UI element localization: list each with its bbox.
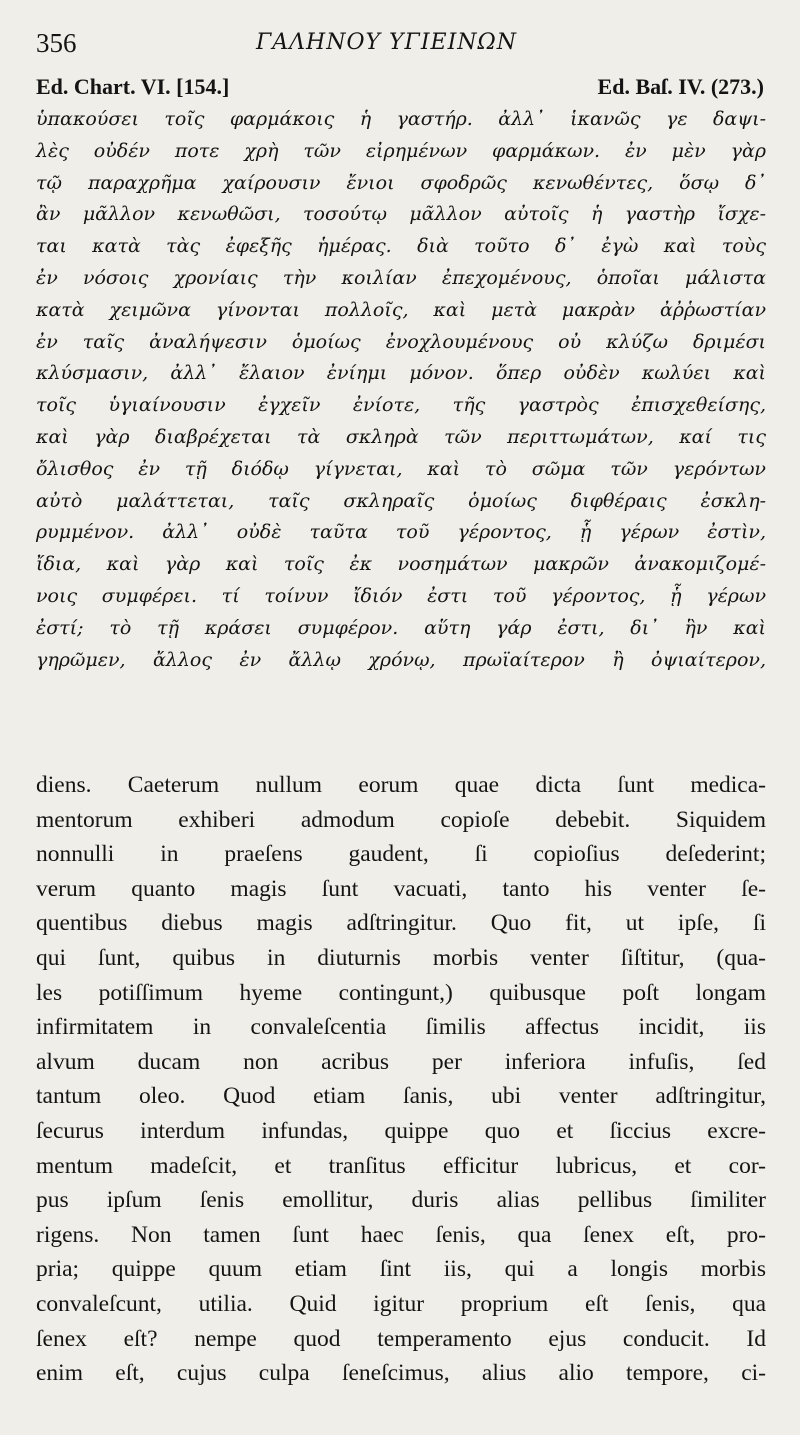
running-head xyxy=(36,28,764,64)
greek-text-line: αὐτὸ μαλάττεται, ταῖς σκληραῖς ὁμοίως διφθέραις ἐσκλη- xyxy=(36,489,766,512)
greek-text-line: γηρῶμεν, ἄλλος ἐν ἄλλῳ χρόνῳ, πρωϊαίτερον ἢ ὀψιαίτερον, xyxy=(36,648,766,671)
greek-text-line: ὄλισθος ἐν τῇ διόδῳ γίγνεται, καὶ τὸ σῶμα τῶν γερόντων xyxy=(36,457,766,480)
latin-text-line: infirmitatem in convaleſcentia ſimilis affectus incidit, iis xyxy=(36,1014,766,1041)
edition-chartier-reference: Ed. Chart. VI. [154.] xyxy=(36,74,230,99)
latin-text-line: ſenex eſt? nempe quod temperamento ejus conducit. Id xyxy=(36,1325,766,1352)
greek-text-line: νοις συμφέρει. τί τοίνυν ἴδιόν ἐστι τοῦ γέροντος, ᾗ γέρων xyxy=(36,584,766,607)
greek-text-line: λὲς οὐδέν ποτε χρὴ τῶν εἰρημένων φαρμάκων. ἐν μὲν γὰρ xyxy=(36,139,766,162)
latin-text-line: enim eſt, cujus culpa ſeneſcimus, alius alio tempore, ci- xyxy=(36,1360,766,1387)
latin-text-line: alvum ducam non acribus per inferiora infuſis, ſed xyxy=(36,1048,766,1075)
greek-text-line: ται κατὰ τὰς ἐφεξῆς ἡμέρας. διὰ τοῦτο δ᾽ ἐγὼ καὶ τοὺς xyxy=(36,235,766,258)
latin-text-line: ſecurus interdum infundas, quippe quo et ſiccius excre- xyxy=(36,1117,766,1144)
latin-text-line: quentibus diebus magis adſtringitur. Quo fit, ut ipſe, ſi xyxy=(36,910,766,937)
latin-text-line: pus ipſum ſenis emollitur, duris alias pellibus ſimiliter xyxy=(36,1187,766,1214)
greek-text-line: τῷ παραχρῆμα χαίρουσιν ἔνιοι σφοδρῶς κενωθέντες, ὅσῳ δ᾽ xyxy=(36,171,766,194)
greek-text-line: κλύσμασιν, ἀλλ᾽ ἔλαιον ἐνίημι μόνον. ὅπερ οὐδὲν κωλύει καὶ xyxy=(36,362,766,385)
latin-text-line: mentorum exhiberi admodum copioſe debebit. Siquidem xyxy=(36,806,766,833)
running-title: ΓΑΛΗΝΟΥ ΥΓΙΕΙΝΩΝ xyxy=(256,30,517,55)
latin-text-line: diens. Caeterum nullum eorum quae dicta ſunt medica- xyxy=(36,772,766,798)
latin-text-line: nonnulli in praeſens gaudent, ſi copioſius deſederint; xyxy=(36,841,766,868)
greek-text-line: ἐν νόσοις χρονίαις τὴν κοιλίαν ἐπεχομένους, ὁποῖαι μάλιστα xyxy=(36,266,766,289)
latin-text-line: mentum madeſcit, et tranſitus efficitur lubricus, et cor- xyxy=(36,1152,766,1179)
greek-text-line: τοῖς ὑγιαίνουσιν ἐγχεῖν ἐνίοτε, τῆς γαστρὸς ἐπισχεθείσης, xyxy=(36,394,766,417)
greek-text-line: καὶ γὰρ διαβρέχεται τὰ σκληρὰ τῶν περιττωμάτων, καί τις xyxy=(36,425,766,448)
greek-text-line: κατὰ χειμῶνα γίνονται πολλοῖς, καὶ μετὰ μακρὰν ἀῤῥωστίαν xyxy=(36,298,766,321)
greek-text-line: ἂν μᾶλλον κενωθῶσι, τοσούτῳ μᾶλλον αὐτοῖς ἡ γαστὴρ ἴσχε- xyxy=(36,203,766,226)
latin-text-line: verum quanto magis ſunt vacuati, tanto his venter ſe- xyxy=(36,875,766,902)
greek-text-line: ἐστί; τὸ τῇ κράσει συμφέρον. αὕτη γάρ ἐστι, δι᾽ ἣν καὶ xyxy=(36,616,766,639)
greek-text-line: ὑπακούσει τοῖς φαρμάκοις ἡ γαστήρ. ἀλλ᾽ ἱκανῶς γε δαψι- xyxy=(36,108,766,130)
latin-text-line: tantum oleo. Quod etiam ſanis, ubi venter adſtringitur, xyxy=(36,1083,766,1110)
greek-text-line: ρυμμένον. ἀλλ᾽ οὐδὲ ταῦτα τοῦ γέροντος, ᾗ γέρων ἐστὶν, xyxy=(36,521,766,544)
greek-text-block xyxy=(36,104,766,676)
latin-text-line: convaleſcunt, utilia. Quid igitur proprium eſt ſenis, qua xyxy=(36,1290,766,1317)
latin-text-line: les potiſſimum hyeme contingunt,) quibusque poſt longam xyxy=(36,979,766,1006)
latin-text-line: pria; quippe quum etiam ſint iis, qui a longis morbis xyxy=(36,1256,766,1283)
edition-reference-line xyxy=(36,74,764,104)
latin-text-line: qui ſunt, quibus in diuturnis morbis venter ſiſtitur, (qua- xyxy=(36,944,766,971)
edition-basel-reference: Ed. Baſ. IV. (273.) xyxy=(597,74,764,99)
greek-text-line: ἴδια, καὶ γὰρ καὶ τοῖς ἐκ νοσημάτων μακρῶν ἀνακομιζομέ- xyxy=(36,553,766,576)
greek-text-line: ἐν ταῖς ἀναλήψεσιν ὁμοίως ἐνοχλουμένους οὐ κλύζω δριμέσι xyxy=(36,330,766,353)
latin-text-line: rigens. Non tamen ſunt haec ſenis, qua ſenex eſt, pro- xyxy=(36,1221,766,1248)
page-number: 356 xyxy=(36,28,77,58)
latin-text-block xyxy=(36,768,766,1391)
